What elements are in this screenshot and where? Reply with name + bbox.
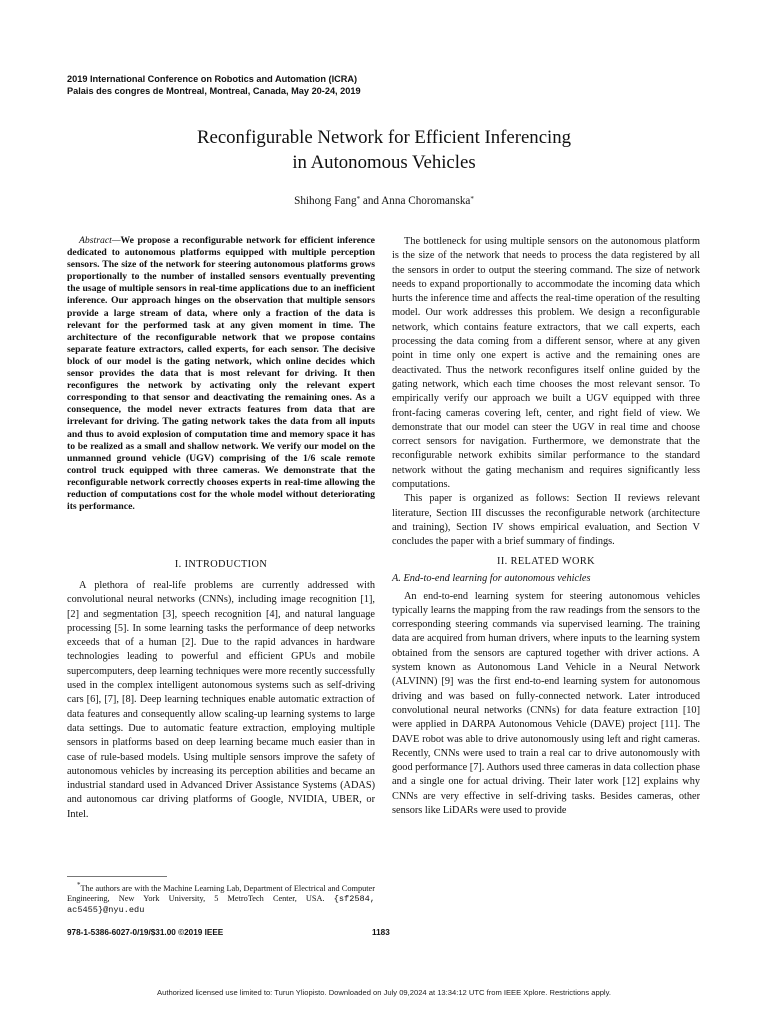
footnote-email: {sf2584, ac5455}@nyu.edu <box>67 894 375 915</box>
section-heading-related-work: II. RELATED WORK <box>496 555 595 567</box>
abstract <box>67 235 375 513</box>
footnote-rule <box>67 876 167 877</box>
author-1: Shihong Fang <box>294 195 357 207</box>
subsection-heading: A. End-to-end learning for autonomous vehicles <box>392 572 591 584</box>
section-heading-introduction: I. INTRODUCTION <box>174 559 268 570</box>
right-paragraph-2: This paper is organized as follows: Section II reviews relevant literature, Section III discusses the reconfigurable network (architecture and training), Section IV shows empirical evaluation, and Section V concludes the paper with a brief summary of findings. <box>392 493 700 548</box>
author-2-mark: * <box>470 195 474 203</box>
author-separator: and <box>360 195 382 207</box>
intro-paragraph-1: A plethora of real-life problems are currently addressed with convolutional neural networks (CNNs), including image recognition [1], [2] and segmentation [3], speech recognition [4], and natural language processing [5]. In some learning tasks the performance of deep networks exceeds that of a human [2]. Due to the rapid advances in hardware technologies leading to powerful and efficient GPUs and mobile supercomputers, deep learning techniques were more recently successfully used in the complex intelligent autonomous systems such as self-driving cars [6], [7], [8]. Deep learning techniques enable automatic extraction of data features and consequently allow scaling-up learning systems to large data settings. Due to automatic feature extraction, employing multiple sensors in platforms based on deep learning became much easier than in case of rule-based models. Using multiple sensors improve the safety of autonomous vehicles by increasing its perception abilities and became an industrial standard used in Advanced Driver Assistance Systems (ADAS) and autonomous car driving platforms of Google, NVIDIA, UBER, or Intel. <box>67 580 375 820</box>
abstract-label: Abstract— <box>79 235 121 246</box>
title-line-2: in Autonomous Vehicles <box>292 152 476 173</box>
footnote-body: The authors are with the Machine Learning Lab, Department of Electrical and Computer Engineering, New York University, 5 MetroTech Center, USA. <box>67 883 375 904</box>
conference-line-1: 2019 International Conference on Robotics and Automation (ICRA) <box>67 74 358 84</box>
footnote <box>67 876 375 915</box>
footnote-mark: * <box>77 882 81 889</box>
author-list <box>84 192 684 208</box>
right-paragraph-3: An end-to-end learning system for steering autonomous vehicles typically learns the mapping from the raw readings from the sensors to the corresponding steering commands via supervised learning. The training data are acquired from human drivers, where inputs to the learning system obtained from the sensors are captured together with driver actions. A system known as Autonomous Land Vehicle in a Neural Network (ALVINN) [9] was the first end-to-end learning system for autonomous driving and was based on fully-connected network. Later introduced convolutional neural networks (CNNs) for data feature extraction [10] were applied in DARPA Autonomous Vehicle (DAVE) project [11]. The DAVE robot was able to drive autonomously using left and right cameras. Recently, CNNs were used to train a real car to drive autonomously with good performance [7]. Authors used three cameras in data collection phase and a single one for actual driving. Their later work [12] explains why CNNs are very effective in self-driving tasks. Besides cameras, other sensors like LiDARs were used to provide <box>392 590 700 816</box>
right-column <box>392 235 700 818</box>
footnote-text <box>67 881 375 915</box>
abstract-text: We propose a reconfigurable network for efficient inference dedicated to autonomous platforms equipped with multiple perception sensors. The size of the network for steering autonomous platforms grows proportionally to the number of installed sensors eventually preventing the usage of multiple sensors in real-time applications due to an inefficient inference. Our approach hinges on the observation that multiple sensors provide a large stream of data, where only a fraction of the data is relevant for the performed task at any given moment in time. The architecture of the reconfigurable network that we propose contains separate feature extractors, called experts, for each sensor. The decisive block of our model is the gating network, which online decides which sensor provides the data that is most relevant for driving. It then reconfigures the network by activating only the relevant expert corresponding to that sensor and deactivating the remaining ones. As a consequence, the model never extracts features from data that are irrelevant for driving. The gating network takes the data from all inputs and thus to avoid explosion of computation time and memory space it has to be realized as a small and shallow network. We verify our model on the unmanned ground vehicle (UGV) comprising of the 1/6 scale remote control truck equipped with three cameras. We demonstrate that the reconfigurable network correctly chooses experts in real-time allowing the reduction of computations cost for the whole model without deteriorating its performance. <box>67 235 375 513</box>
left-column <box>67 558 375 822</box>
license-notice: Authorized licensed use limited to: Turun Yliopisto. Downloaded on July 09,2024 at 13:34:12 UTC from IEEE Xplore. Restrictions apply. <box>157 988 611 997</box>
isbn-copyright: 978-1-5386-6027-0/19/$31.00 ©2019 IEEE <box>67 928 224 937</box>
author-1-mark: * <box>356 195 361 203</box>
conference-line-2: Palais des congres de Montreal, Montreal, Canada, May 20-24, 2019 <box>67 86 361 96</box>
page-number: 1183 <box>372 928 390 937</box>
paper-title <box>84 125 684 175</box>
right-paragraph-1: The bottleneck for using multiple sensors on the autonomous platform is the size of the network that needs to process the data registered by all the sensors in order to output the steering command. The size of network needs to expand proportionally to accommodate the incoming data which hurts the inference time and affects the real-time operation of the resulting model. Our work addresses this problem. We design a reconfigurable network, which contains feature extractors, that we call experts, each processing the data coming from a different sensor, where at any given point in time only one expert is active and the remaining ones are deactivated. Thus the network reconfigures itself online guided by the gating network, which each time chooses the most relevant sensor. To empirically verify our approach we built a UGV equipped with three front-facing cameras covering left, center, and right field of view. We demonstrate that our model can steer the UGV in real time and choose correct sensors for navigation. Furthermore, we demonstrate that the reconfigurable network exhibits similar performance to the standard network without the gating mechanism and requires significantly less computations. <box>392 236 700 491</box>
conference-header <box>67 73 707 97</box>
title-line-1: Reconfigurable Network for Efficient Inferencing <box>196 127 572 148</box>
author-2: Anna Choromanska <box>381 195 471 207</box>
